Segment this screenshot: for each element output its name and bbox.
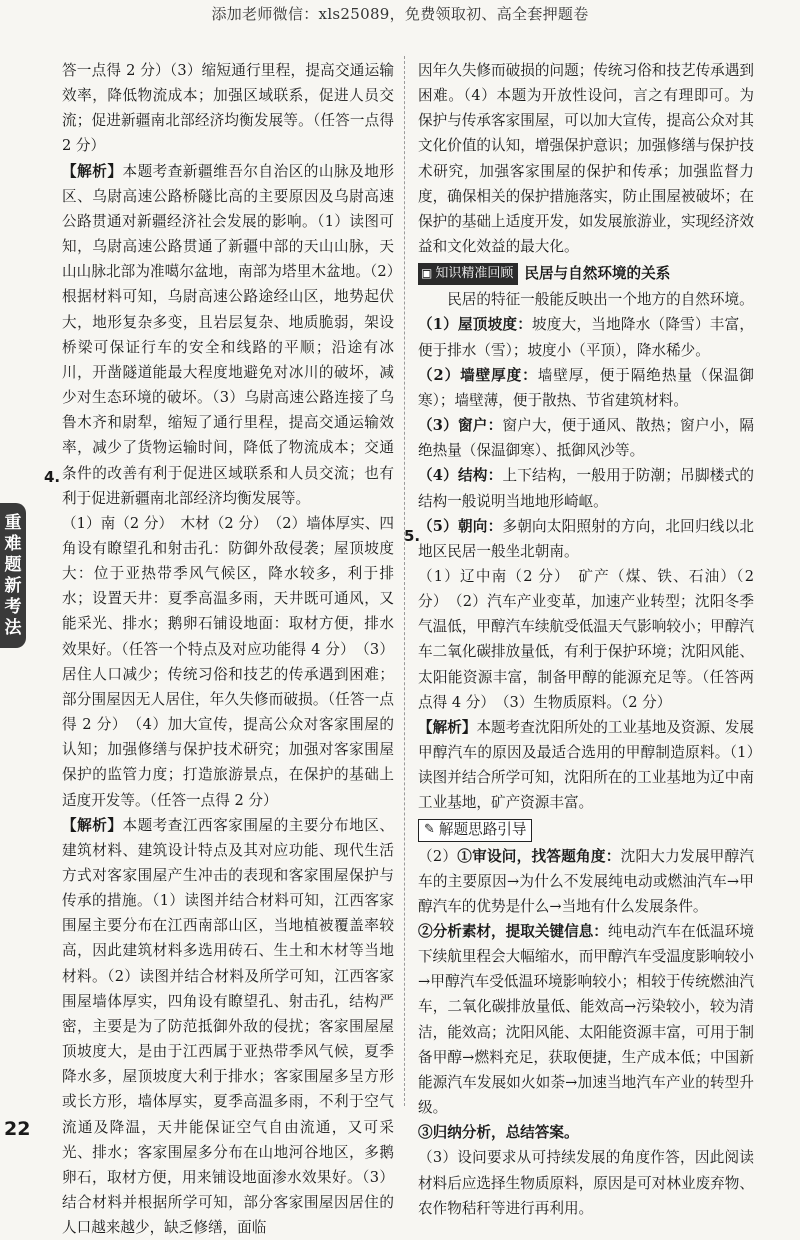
question-4-text: （1）南（2 分） 木材（2 分） （2）墙体厚实、四角设有瞭望孔和射击孔：防御外敌侵袭；屋顶坡度大：位于亚热带季风气候区，降水较多，利于排水；设置天井：夏季高温多雨，天井既可通风，又能采光、排水；鹅卵石铺设地面：取材方便，排水效果好。（任答一个特点及对应功能得 4 分） （3）居住人口减少；传统习俗和技艺的传承遇到困难；部分围屋因无人居住，年久失修而破损。（任答一点得 2 分） （4）加大宣传，提高公众对客家围屋的认知；加强修缮与保护技术研究；加强对客家围屋保护的监管力度；打造旅游景点，在保护的基础上适度开发等。（任答一点得 2 分） — [62, 514, 394, 809]
analysis-paragraph — [62, 813, 394, 1240]
guide-step-3 — [418, 1120, 754, 1145]
analysis-label: 【解析】 — [62, 162, 123, 180]
analysis-label: 【解析】 — [62, 816, 123, 834]
guide-step-text: 纯电动汽车在低温环境下续航里程会大幅缩水，而甲醇汽车受温度影响较小→甲醇汽车受低温环境影响较小；相较于传统燃油汽车，二氧化碳排放量低、能效高→污染较小，较为清洁，能效高；沈阳风能、太阳能资源丰富，可用于制备甲醇→燃料充足，获取便捷，生产成本低；中国新能源汽车发展如火如荼→加速当地汽车产业的转型升级。 — [418, 923, 754, 1117]
knowledge-intro: 民居的特征一般能反映出一个地方的自然环境。 — [447, 291, 754, 309]
guide-step-text: 沈阳大力发展甲醇汽车的主要原因→为什么不发展纯电动或燃油汽车→甲醇汽车的优势是什么→当地有什么发展条件。 — [418, 847, 754, 915]
knowledge-item-label: （2）墙壁厚度： — [418, 366, 538, 384]
question-4-number: 4. — [44, 468, 61, 486]
knowledge-item — [418, 312, 754, 362]
guide-step-label: ①审设问，找答题角度： — [457, 847, 621, 865]
question-4-answer — [62, 511, 394, 813]
knowledge-review-header — [418, 261, 754, 286]
knowledge-item-label: （3）窗户： — [418, 417, 503, 435]
knowledge-item — [418, 413, 754, 463]
right-column — [418, 58, 754, 1221]
guide-step-prefix: （2） — [418, 847, 458, 865]
knowledge-review-badge — [418, 263, 518, 285]
left-column — [62, 58, 394, 1240]
pencil-icon: ✎ — [424, 822, 435, 838]
knowledge-item — [418, 363, 754, 413]
analysis-text: 本题考查江西客家围屋的主要分布地区、建筑材料、建筑设计特点及其对应功能、现代生活方式对客家围屋产生冲击的表现和客家围屋保护与传承的措施。（1）读图并结合材料可知，江西客家围屋主要分布在江西南部山区，当地植被覆盖率较高，因此建筑材料多选用砖石、生土和木材等当地材料。（2）读图并结合材料及所学可知，江西客家围屋墙体厚实，四角设有瞭望孔、射击孔，结构严密，主要是为了防范抵御外敌的侵扰；客家围屋屋顶坡度大，是由于江西属于亚热带季风气候，夏季降水多，屋顶坡度大利于排水；客家围屋多呈方形或长方形，墙体厚实，夏季高温多雨，不利于空气流通及降温，天井能保证空气自由流通，又可采光、排水；客家围屋多分布在山地河谷地区，多鹅卵石，取材方便，用来铺设地面渗水效果好。（3）结合材料并根据所学可知，部分客家围屋因居住的人口越来越少，缺乏修缮，面临 — [62, 816, 394, 1237]
side-tab-char: 考 — [4, 596, 22, 617]
knowledge-item-text: 上下结构，一般用于防潮；吊脚楼式的结构一般说明当地地形崎岖。 — [418, 467, 754, 510]
watermark: 添加老师微信：xls25089，免费领取初、高全套押题卷 — [211, 5, 589, 23]
guide-step-label: ②分析素材，提取关键信息： — [418, 923, 608, 940]
analysis-label: 【解析】 — [418, 718, 477, 736]
column-divider — [404, 56, 405, 1106]
knowledge-item-label: （1）屋顶坡度： — [418, 316, 533, 334]
knowledge-review-title: 民居与自然环境的关系 — [524, 265, 671, 283]
analysis-paragraph — [62, 159, 394, 511]
analysis-text: 本题考查沈阳所处的工业基地及资源、发展甲醇汽车的原因及最适合选用的甲醇制造原料。（1）读图并结合所学可知，沈阳所在的工业基地为辽中南工业基地，矿产资源丰富。 — [418, 718, 754, 812]
question-5-number: 5. — [404, 527, 421, 545]
answer-continued: 答一点得 2 分）（3）缩短通行里程，提高交通运输效率，降低物流成本；加强区域联系，促进人员交流；促进新疆南北部经济均衡发展等。（任答一点得 2 分） — [62, 62, 394, 155]
knowledge-item-text: 多朝向太阳照射的方向，北回归线以北地区民居一般坐北朝南。 — [418, 517, 754, 560]
knowledge-item — [418, 463, 754, 513]
side-tab-char: 难 — [4, 533, 22, 554]
side-tab-char: 题 — [4, 554, 22, 575]
knowledge-review-badge-text: 知识精准回顾 — [435, 266, 514, 282]
side-tab-char: 新 — [4, 575, 22, 596]
question-5-answer — [418, 564, 754, 715]
analysis-part-3: （3）设问要求从可持续发展的角度作答，因此阅读材料后应选择生物质原料，原因是可对林业废弃物、农作物秸秆等进行再利用。 — [418, 1149, 754, 1217]
analysis-continued: 因年久失修而破损的问题；传统习俗和技艺传承遇到困难。（4）本题为开放性设问，言之有理即可。为保护与传承客家围屋，可以加大宣传，提高公众对其文化价值的认知，增强保护意识；加强修缮与保护技术研究，加强客家围屋的保护和传承；加强监督力度，确保相关的保护措施落实，防止围屋被破坏；在保护的基础上适度开发，如发展旅游业，实现经济效益和文化效益的最大化。 — [418, 62, 754, 256]
knowledge-item-label: （4）结构： — [418, 467, 503, 485]
analysis-paragraph — [418, 715, 754, 816]
page-number: 22 — [4, 1118, 31, 1140]
guide-step-label: ③归纳分析，总结答案。 — [418, 1124, 579, 1142]
knowledge-item — [418, 514, 754, 564]
knowledge-item-text: 墙壁厚，便于隔绝热量（保温御寒）；墙壁薄，便于散热、节省建筑材料。 — [418, 366, 754, 409]
guide-step-2 — [418, 919, 754, 1120]
knowledge-item-text: 窗户大，便于通风、散热；窗户小，隔绝热量（保温御寒）、抵御风沙等。 — [418, 417, 754, 460]
side-tab-char: 重 — [4, 512, 22, 533]
knowledge-item-label: （5）朝向： — [418, 517, 503, 535]
solution-guide-header — [418, 819, 532, 842]
solution-guide-title: 解题思路引导 — [438, 821, 527, 839]
knowledge-item-text: 坡度大，当地降水（降雪）丰富，便于排水（雪）；坡度小（平顶），降水稀少。 — [418, 316, 754, 359]
question-5-text: （1）辽中南（2 分） 矿产（煤、铁、石油）（2 分） （2）汽车产业变革，加速产业转型；沈阳冬季气温低，甲醇汽车续航受低温天气影响较小；甲醇汽车二氧化碳排放量低，有利于保护环境；沈阳风能、太阳能资源丰富，制备甲醇的能源充足等。（任答两点得 4 分） （3）生物质原料。（2 分） — [418, 567, 754, 711]
book-icon: ▣ — [421, 266, 433, 281]
guide-step-1 — [418, 844, 754, 919]
side-tab — [0, 503, 26, 648]
analysis-text: 本题考查新疆维吾尔自治区的山脉及地形区、乌尉高速公路桥隧比高的主要原因及乌尉高速公路贯通对新疆经济社会发展的影响。（1）读图可知，乌尉高速公路贯通了新疆中部的天山山脉，天山山脉北部为准噶尔盆地，南部为塔里木盆地。（2）根据材料可知，乌尉高速公路途经山区，地势起伏大，地形复杂多变，且岩层复杂、地质脆弱，架设桥梁可保证行车的安全和线路的平顺；沿途有冰川，开凿隧道能最大程度地避免对冰川的破坏，减少对生态环境的破坏。（3）乌尉高速公路连接了乌鲁木齐和尉犁，缩短了通行里程，提高交通运输效率，减少了货物运输时间，降低了物流成本；交通条件的改善有利于促进区域联系和人员交流；也有利于促进新疆南北部经济均衡发展等。 — [62, 162, 394, 507]
side-tab-char: 法 — [4, 617, 22, 638]
